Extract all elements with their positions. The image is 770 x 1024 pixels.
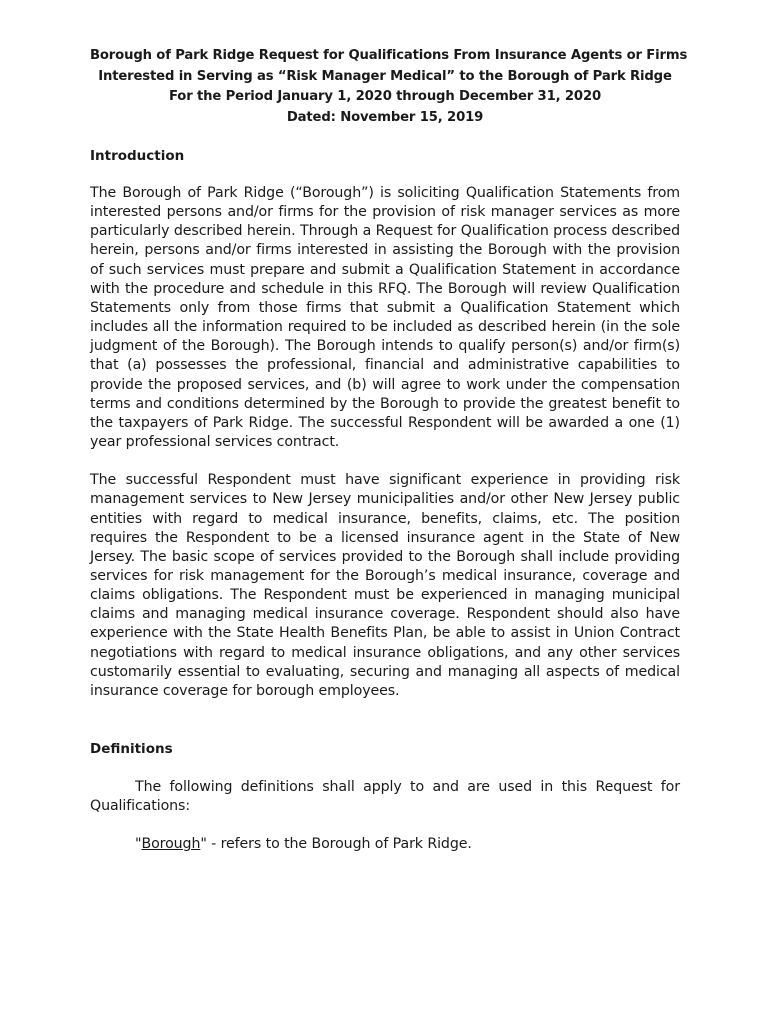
definitions-intro: The following definitions shall apply to and are used in this Request for Qualifications: (90, 779, 680, 815)
introduction-paragraph-1: The Borough of Park Ridge (“Borough”) is soliciting Qualification Statements from interested persons and/or firms for the provision of risk manager services as more particularly described herein. Through a Request for Qualification process described herein, persons and/or firms interested in assisting the Borough with the provision of such services must prepare and submit a Qualification Statement in accordance with the procedure and schedule in this RFQ. The Borough will review Qualification Statements only from those firms that submit a Qualification Statement which includes all the information required to be included as described herein (in the sole judgment of the Borough). The Borough intends to qualify person(s) and/or firm(s) that (a) possesses the professional, financial and administrative capabilities to provide the proposed services, and (b) will agree to work under the compensation terms and conditions determined by the Borough to provide the greatest benefit to the taxpayers of Park Ridge. The successful Respondent will be awarded a one (1) year professional services contract. (90, 185, 680, 451)
definitions-heading: Definitions (90, 741, 173, 758)
definition-quote-open: " (135, 836, 142, 853)
introduction-paragraph-2: The successful Respondent must have significant experience in providing risk management services to New Jersey municipalities and/or other New Jersey public entities with regard to medical insurance, benefits, claims, etc. The position requires the Respondent to be a licensed insurance agent in the State of New Jersey. The basic scope of services provided to the Borough shall include providing services for risk management for the Borough’s medical insurance, coverage and claims obligations. The Respondent must be experienced in managing municipal claims and managing medical insurance coverage. Respondent should also have experience with the State Health Benefits Plan, be able to assist in Union Contract negotiations with regard to medical insurance obligations, and any other services customarily essential to evaluating, securing and managing all aspects of medical insurance coverage for borough employees. (90, 472, 680, 699)
introduction-heading: Introduction (90, 148, 185, 164)
title-line-3: For the Period January 1, 2020 through December 31, 2020 (168, 89, 602, 104)
document-title (90, 46, 688, 128)
definition-borough (90, 835, 680, 854)
definition-text-borough: " - refers to the Borough of Park Ridge. (200, 836, 472, 853)
definition-term-borough: Borough (141, 836, 201, 853)
title-line-2: Interested in Serving as “Risk Manager Medical” to the Borough of Park Ridge (98, 68, 672, 84)
document-page (90, 46, 688, 855)
title-date: Dated: November 15, 2019 (286, 109, 484, 125)
title-line-1: Borough of Park Ridge Request for Qualifications From Insurance Agents or Firms (90, 48, 688, 63)
